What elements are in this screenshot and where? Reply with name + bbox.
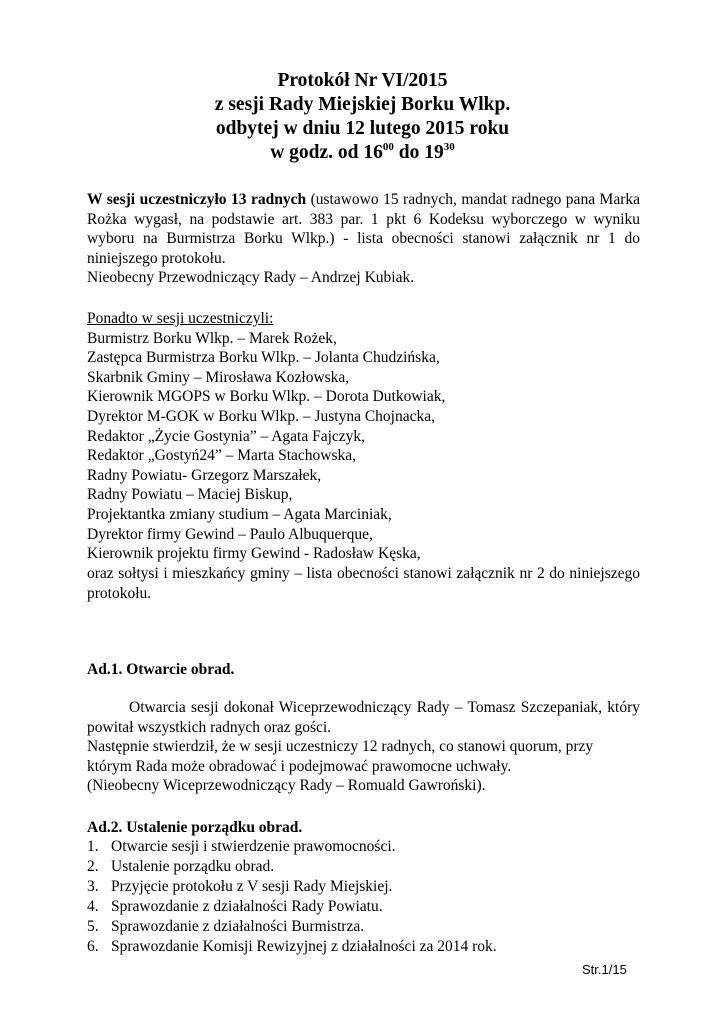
attendees-section xyxy=(87,309,640,564)
ad1-heading: Ad.1. Otwarcie obrad. xyxy=(87,661,235,678)
title-line-4 xyxy=(0,141,725,165)
attendee-item: Projektantka zmiany studium – Agata Marciniak, xyxy=(87,505,392,523)
attendance-count: W sesji uczestniczyło 13 radnych xyxy=(87,191,307,208)
agenda-item xyxy=(87,917,640,937)
agenda-item-text: Sprawozdanie z działalności Burmistrza. xyxy=(111,918,365,935)
ad2-heading: Ad.2. Ustalenie porządku obrad. xyxy=(87,819,303,836)
agenda-item-number: 1. xyxy=(87,838,99,855)
page-number: Str.1/15 xyxy=(582,962,627,977)
agenda-item xyxy=(87,837,640,857)
agenda-list xyxy=(87,837,640,957)
attendee-item: Redaktor „Gostyń24” – Marta Stachowska, xyxy=(87,447,357,465)
intro-section xyxy=(87,190,640,288)
attendee-item: Zastępca Burmistrza Borku Wlkp. – Jolanta Chudzińska, xyxy=(87,349,440,367)
attendee-item: Radny Powiatu – Maciej Biskup, xyxy=(87,486,293,504)
agenda-item-text: Sprawozdanie Komisji Rewizyjnej z działalności za 2014 rok. xyxy=(111,938,497,955)
agenda-item xyxy=(87,897,640,917)
attendee-item: Kierownik MGOPS w Borku Wlkp. – Dorota Dutkowiak, xyxy=(87,388,446,406)
title-line-2: z sesji Rady Miejskiej Borku Wlkp. xyxy=(214,94,511,115)
time-end-label: do 19 xyxy=(393,142,444,163)
agenda-item xyxy=(87,857,640,877)
agenda-item-number: 6. xyxy=(87,938,99,955)
attendees-heading: Ponadto w sesji uczestniczyli: xyxy=(87,310,274,327)
title-line-3: odbytej w dniu 12 lutego 2015 roku xyxy=(215,118,510,139)
time-end-minutes: 30 xyxy=(443,141,455,153)
document-title xyxy=(0,69,725,165)
time-start-minutes: 00 xyxy=(382,141,394,153)
agenda-item-text: Otwarcie sesji i stwierdzenie prawomocności. xyxy=(111,838,396,855)
agenda-item-text: Ustalenie porządku obrad. xyxy=(111,858,275,875)
attendee-item: Dyrektor firmy Gewind – Paulo Albuquerque, xyxy=(87,525,373,543)
agenda-item xyxy=(87,877,640,897)
attendee-item: Radny Powiatu- Grzegorz Marszałek, xyxy=(87,466,322,484)
attendees-closing: oraz sołtysi i mieszkańcy gminy – lista obecności stanowi załącznik nr 2 do niniejszego protokołu. xyxy=(87,565,640,602)
ad1-paragraph-1: Otwarcia sesji dokonał Wiceprzewodniczący Rady – Tomasz Szczepaniak, który powitał wszystkich radnych oraz gości. xyxy=(87,699,640,736)
agenda-item-number: 4. xyxy=(87,898,99,915)
agenda-item xyxy=(87,937,640,957)
attendance-paragraph xyxy=(87,190,640,268)
agenda-item-number: 3. xyxy=(87,878,99,895)
agenda-item-text: Sprawozdanie z działalności Rady Powiatu. xyxy=(111,898,383,915)
time-start-label: w godz. od 16 xyxy=(270,142,383,163)
attendance-details: (ustawowo 15 radnych, mandat radnego pana Marka Rożka wygasł, na podstawie art. 383 par. 1 pkt 6 Kodeksu wyborczego w wyniku wyboru na Burmistrza Borku Wlkp.) - lista obecności stanowi załącznik nr 1 do niniejszego protokołu. xyxy=(87,191,640,267)
agenda-item-number: 2. xyxy=(87,858,99,875)
attendee-item: Burmistrz Borku Wlkp. – Marek Rożek, xyxy=(87,329,337,347)
attendee-item: Dyrektor M-GOK w Borku Wlkp. – Justyna Chojnacka, xyxy=(87,407,435,425)
agenda-item-text: Przyjęcie protokołu z V sesji Rady Miejskiej. xyxy=(111,878,393,895)
attendee-item: Kierownik projektu firmy Gewind - Radosław Kęska, xyxy=(87,545,421,563)
attendee-item: Skarbnik Gminy – Mirosława Kozłowska, xyxy=(87,368,350,386)
attendee-item: Redaktor „Życie Gostynia” – Agata Fajczyk, xyxy=(87,427,366,445)
absent-chair: Nieobecny Przewodniczący Rady – Andrzej Kubiak. xyxy=(87,269,415,287)
agenda-item-number: 5. xyxy=(87,918,99,935)
title-line-1: Protokół Nr VI/2015 xyxy=(277,70,448,91)
ad1-paragraph-2: Następnie stwierdził, że w sesji uczestniczy 12 radnych, co stanowi quorum, przy którym Rada może obradować i podejmować prawomocne uchwały. xyxy=(87,738,594,775)
ad1-paragraph-3: (Nieobecny Wiceprzewodniczący Rady – Romuald Gawroński). xyxy=(87,777,486,795)
ad1-body xyxy=(87,698,640,796)
